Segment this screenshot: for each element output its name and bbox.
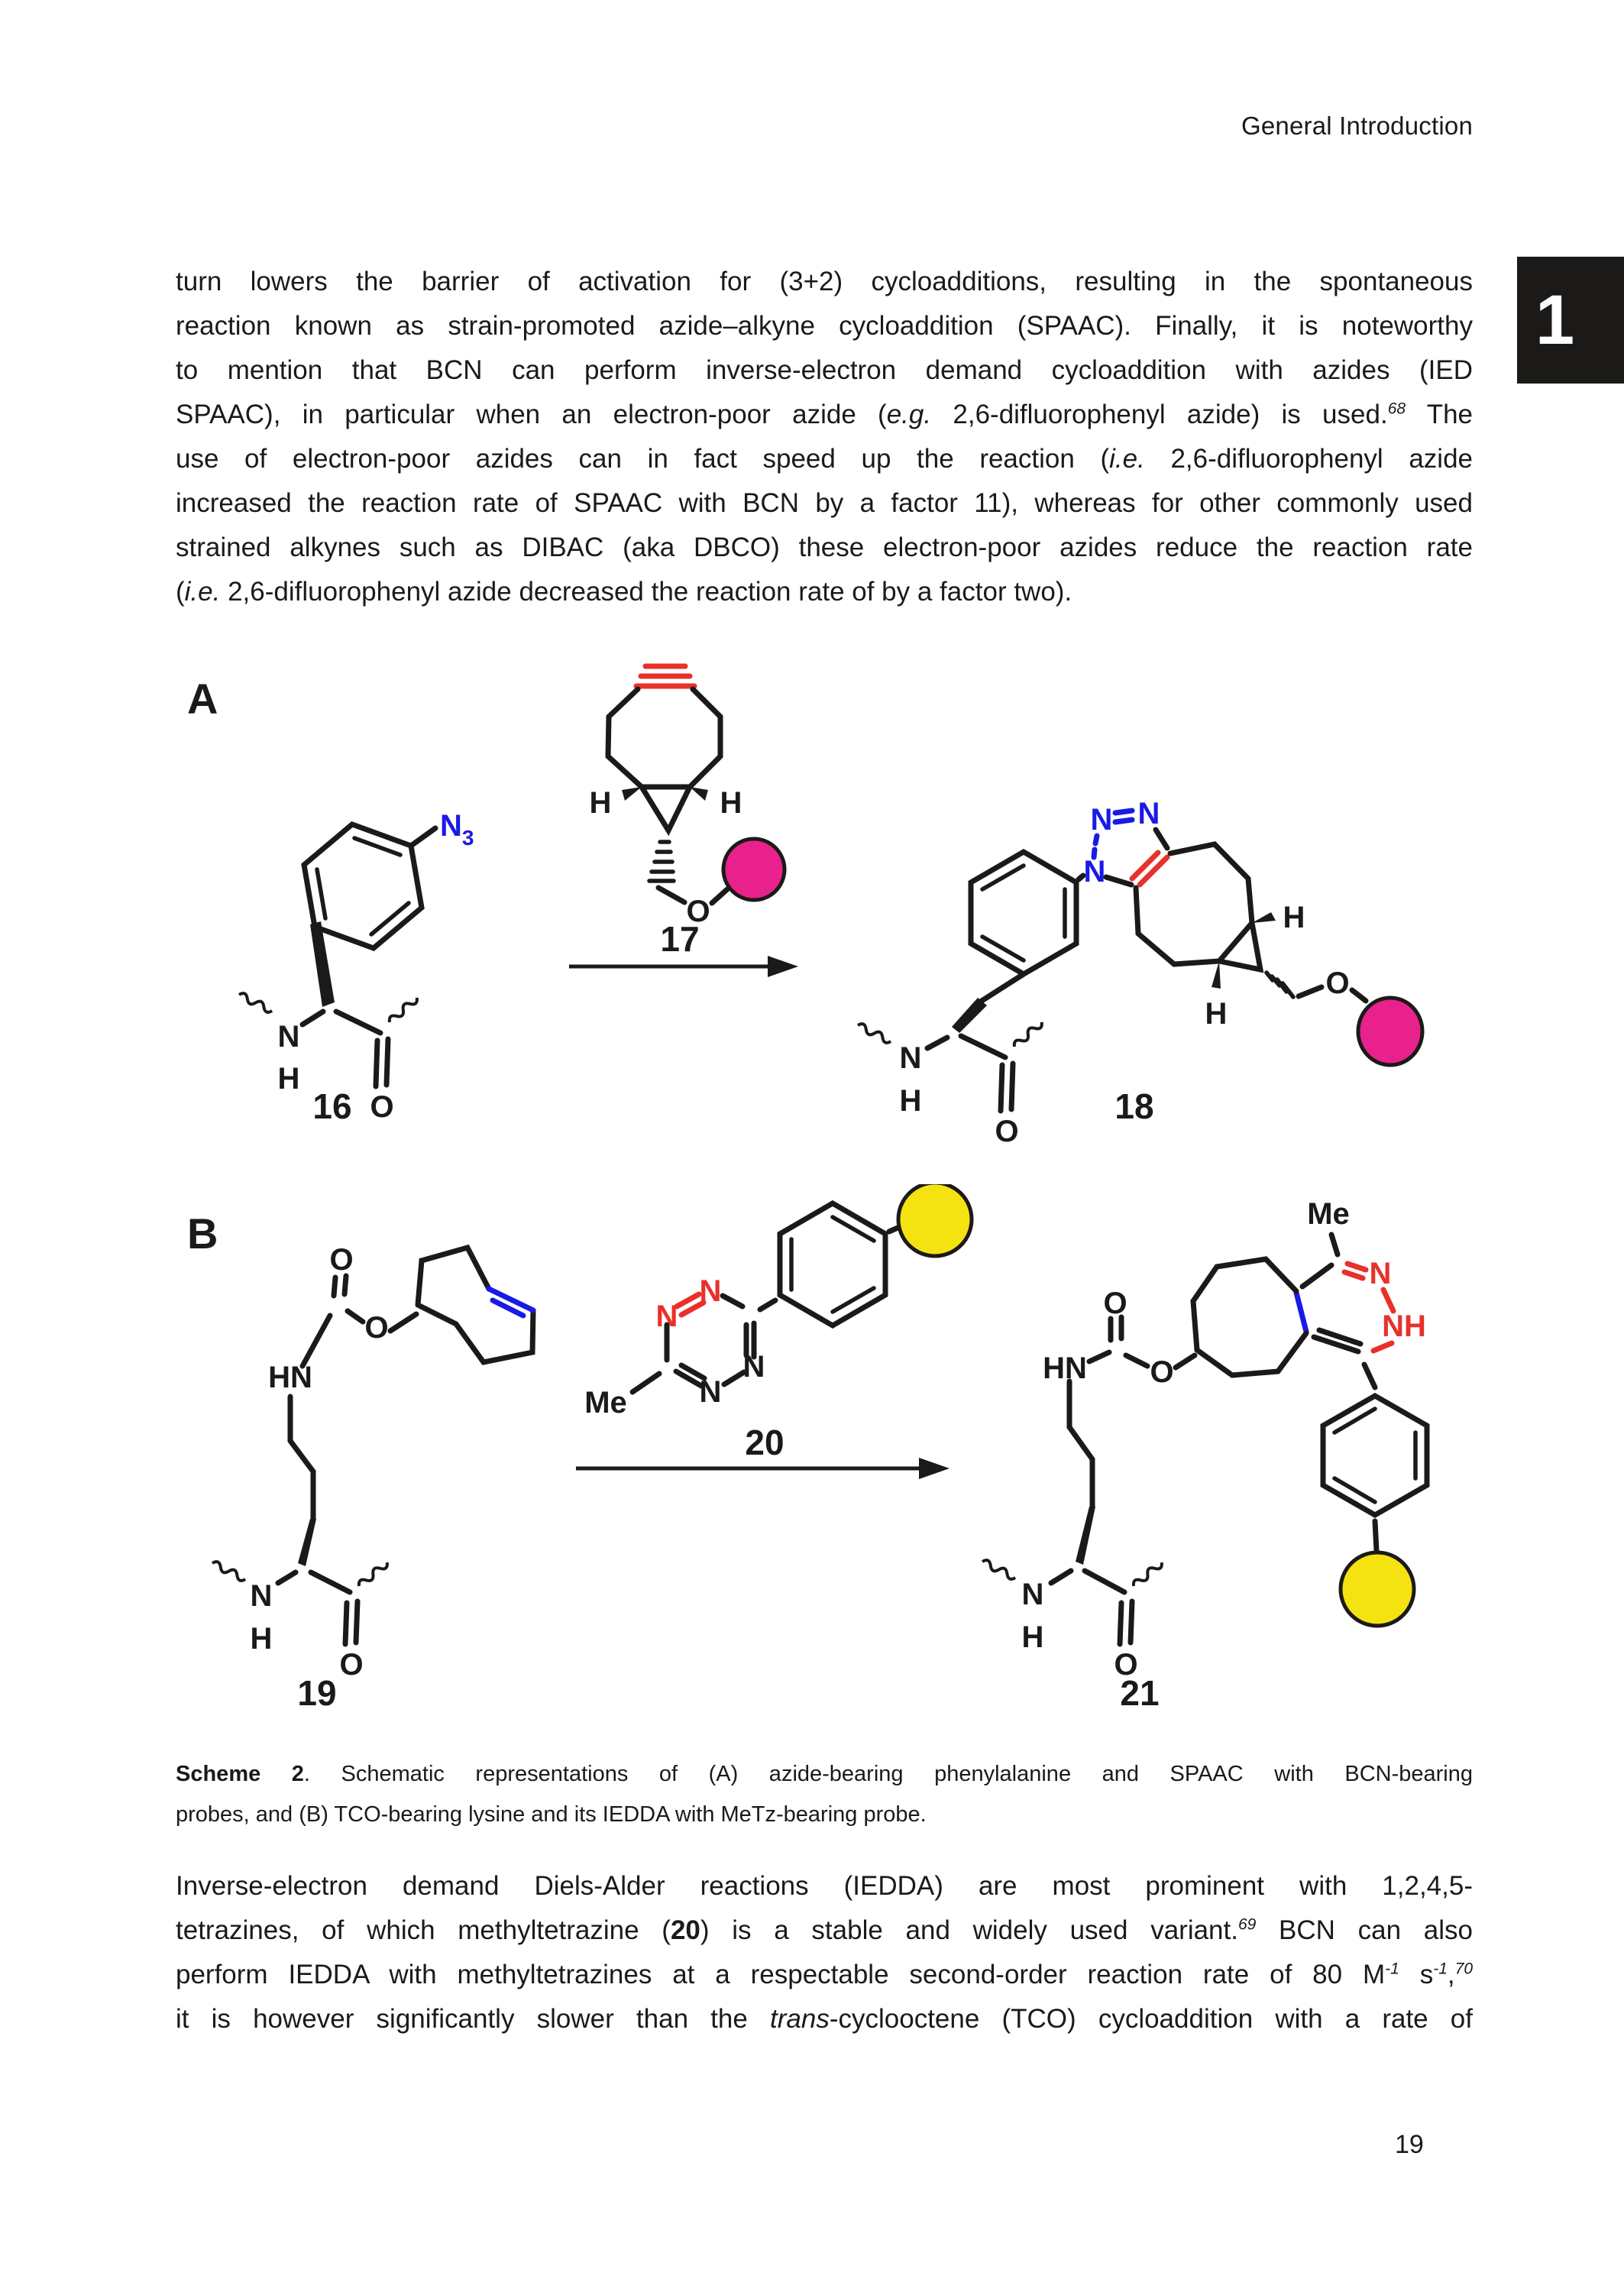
ester-o-label: O (364, 1311, 389, 1345)
text-line (176, 526, 1473, 570)
c-c-red-double-bond (1132, 853, 1167, 885)
peptide-squiggle (211, 1560, 247, 1582)
text-segment: 2,6-difluorophenyl azide decreased the reaction rate of by a factor two). (220, 577, 1072, 607)
cyclooctane-ring (1193, 1259, 1306, 1375)
compound-number-16: 16 (312, 1086, 352, 1126)
molecule-16-azide-phenylalanine (238, 809, 474, 1126)
backbone-bonds (278, 1572, 350, 1592)
molecule-18-spaac-product (856, 797, 1422, 1146)
text-line (176, 1754, 1473, 1795)
tetrazine-n-red: N (655, 1300, 678, 1333)
text-line (176, 304, 1473, 348)
text-segment: 68 (1387, 400, 1406, 418)
peptide-squiggle (981, 1559, 1017, 1581)
lysine-chain (1069, 1381, 1092, 1507)
c-c-double-bond (1314, 1330, 1360, 1352)
ether-o-label: O (686, 895, 710, 928)
text-segment: ( (176, 577, 185, 607)
scheme-caption (176, 1754, 1473, 1835)
ester-o-label: O (1150, 1355, 1174, 1389)
text-line (176, 1864, 1473, 1908)
panel-b-label: B (187, 1209, 218, 1258)
text-segment: ) is a stable and widely used variant. (700, 1915, 1238, 1945)
text-segment: -1 (1385, 1960, 1399, 1978)
text-segment: reaction known as strain-promoted azide–alkyne cycloaddition (SPAAC). Finally, it is noteworthy (176, 311, 1473, 341)
ch2-bond (979, 974, 1024, 1002)
text-segment: -cyclooctene (TCO) cycloaddition with a rate of (829, 2004, 1473, 2034)
hashed-bond (649, 842, 674, 881)
compound-number-20: 20 (745, 1423, 785, 1462)
scheme-panel-a (176, 649, 1558, 1146)
text-line (176, 1795, 1473, 1835)
ch2-bond (1299, 987, 1322, 996)
pyridazine-nh-red: NH (1382, 1309, 1426, 1343)
pyridazine-ring (1296, 1257, 1426, 1352)
amide-h-label: H (1021, 1620, 1044, 1654)
benzene-ring (971, 852, 1076, 974)
compound-number-21: 21 (1120, 1673, 1160, 1713)
c-n-red-double-bond (1344, 1264, 1366, 1278)
alkene-double-bond-blue (489, 1289, 533, 1316)
text-segment: turn lowers the barrier of activation for (3+2) cycloadditions, resulting in the spontaneous (176, 267, 1473, 296)
scheme-panel-b (176, 1184, 1558, 1750)
text-segment: s (1399, 1960, 1434, 1989)
molecule-17-bcn-probe (590, 666, 785, 959)
bond-to-ring (1176, 1355, 1195, 1368)
backbone-bonds (927, 1036, 1005, 1057)
page-header-title: General Introduction (1241, 112, 1473, 140)
text-segment: to mention that BCN can perform inverse-electron demand cycloaddition with azides (IED (176, 355, 1473, 385)
text-segment: strained alkynes such as DIBAC (aka DBCO) these electron-poor azides reduce the reaction rate (176, 533, 1473, 562)
text-segment: 70 (1454, 1960, 1473, 1978)
molecule-19-tco-lysine (211, 1243, 533, 1713)
carbonyl-o-label: O (1114, 1648, 1138, 1682)
ch2-bond (658, 888, 684, 902)
reaction-arrow-a (569, 956, 798, 977)
tetrazine-n: N (742, 1350, 765, 1384)
bond-to-phenyl (1364, 1365, 1375, 1387)
alkyne-triple-bond (636, 666, 694, 686)
text-segment: Inverse-electron demand Diels-Alder reactions (IEDDA) are most prominent with 1,2,4,5- (176, 1871, 1473, 1901)
bond-to-azide (411, 828, 435, 846)
carbonyl-double-bond (1001, 1063, 1013, 1111)
text-segment: i.e. (1109, 444, 1145, 474)
text-segment: probes, and (B) TCO-bearing lysine and its IEDDA with MeTz-bearing probe. (176, 1802, 927, 1827)
text-segment: , (1447, 1960, 1455, 1989)
fusion-bond-blue (1296, 1293, 1306, 1332)
h-label: H (720, 786, 742, 820)
text-segment: 20 (670, 1915, 700, 1945)
azide-label: $N_3$ (440, 809, 474, 850)
wedge-bond (690, 787, 708, 801)
bond-to-probe (1375, 1521, 1377, 1551)
wedge-bond (952, 998, 987, 1033)
methyl-bond (632, 1374, 659, 1392)
text-line (176, 570, 1473, 614)
peptide-squiggle (1012, 1020, 1044, 1050)
text-segment: it is however significantly slower than the (176, 2004, 771, 2034)
text-segment: 2,6-difluorophenyl azide) is used. (931, 400, 1388, 429)
panel-a-label: A (187, 675, 218, 723)
paragraph-intro (176, 260, 1473, 614)
text-segment: 69 (1237, 1915, 1257, 1934)
n-c-red-bond (1373, 1343, 1392, 1351)
carbonyl-o-label: O (339, 1648, 364, 1682)
carbamate-double-bond (334, 1276, 346, 1296)
amide-n-label: N (899, 1041, 922, 1075)
paragraph-iedda (176, 1864, 1473, 2041)
text-line (176, 393, 1473, 437)
text-segment: -1 (1433, 1960, 1448, 1978)
carbamate-bonds (1089, 1352, 1147, 1366)
carbamate-hn-label: HN (268, 1361, 312, 1394)
amide-h-label: H (250, 1622, 273, 1656)
text-segment: trans (770, 2004, 830, 2034)
text-segment: . Schematic representations of (A) azide-bearing phenylalanine and SPAAC with BCN-bearing (303, 1762, 1473, 1786)
benzene-ring (780, 1203, 885, 1326)
bond-to-triazole (1079, 876, 1083, 879)
text-line (176, 1953, 1473, 1997)
text-segment: 2,6-difluorophenyl azide (1144, 444, 1473, 474)
compound-number-17: 17 (660, 919, 700, 959)
amide-n-label: N (250, 1579, 273, 1613)
probe-yellow (1341, 1552, 1414, 1626)
molecule-20-methyltetrazine-probe (584, 1184, 972, 1462)
carbamate-hn-label: HN (1043, 1352, 1087, 1385)
h-label: H (589, 786, 612, 820)
cyclooctyne-ring (608, 689, 720, 787)
carbonyl-double-bond (345, 1601, 357, 1644)
carbonyl-o-label: O (370, 1090, 394, 1124)
text-line (176, 348, 1473, 393)
text-segment: BCN can also (1256, 1915, 1473, 1945)
ether-o-label: O (1325, 966, 1350, 1000)
lysine-chain (290, 1397, 313, 1519)
text-segment: perform IEDDA with methyltetrazines at a respectable second-order reaction rate of 80 M (176, 1960, 1386, 1989)
n-n-double-bond (1115, 811, 1132, 822)
peptide-squiggle (238, 992, 273, 1014)
triazole-n: N (1083, 855, 1106, 889)
trans-cyclooctene-ring (418, 1248, 533, 1362)
methyl-bond (1331, 1235, 1338, 1254)
carbamate-o-label: O (1103, 1287, 1127, 1320)
text-line (176, 481, 1473, 526)
backbone-bonds (302, 1012, 380, 1033)
text-line (176, 1908, 1473, 1953)
text-segment: SPAAC), in particular when an electron-poor azide ( (176, 400, 887, 429)
wedge-bond (1076, 1507, 1095, 1565)
cyclopropane (642, 787, 690, 830)
amide-h-label: H (899, 1084, 922, 1118)
text-line (176, 437, 1473, 481)
page-number: 19 (1395, 2130, 1424, 2159)
methyl-label: Me (1307, 1197, 1350, 1231)
text-segment: The (1406, 400, 1474, 429)
cyclopropane (1219, 923, 1260, 970)
tetrazine-n-red: N (699, 1274, 722, 1308)
carbamate-double-bond (1111, 1317, 1121, 1340)
compound-number-19: 19 (297, 1673, 337, 1713)
text-line (176, 1997, 1473, 2041)
amide-h-label: H (277, 1062, 300, 1096)
wedge-bond (298, 1519, 316, 1566)
peptide-squiggle (387, 995, 419, 1025)
carbonyl-o-label: O (995, 1115, 1019, 1146)
n-n-red-bond (1383, 1290, 1393, 1311)
probe-magenta (723, 839, 785, 900)
methyl-label: Me (584, 1386, 627, 1420)
carbonyl-double-bond (1120, 1601, 1132, 1644)
text-segment: e.g. (886, 400, 932, 429)
chapter-tab (1517, 257, 1624, 384)
chapter-number: 1 (1535, 280, 1575, 359)
wedge-bond (1212, 961, 1221, 989)
amide-n-label: N (1021, 1578, 1044, 1611)
n-n-bond (1094, 836, 1097, 857)
tetrazine-ring (656, 1274, 765, 1409)
bond-to-ring (390, 1314, 416, 1331)
bond-to-phenyl (760, 1300, 775, 1309)
backbone-bonds (1051, 1571, 1124, 1592)
bond-to-probe (712, 889, 727, 903)
benzene-ring (1323, 1396, 1427, 1515)
text-segment: use of electron-poor azides can in fact speed up the reaction ( (176, 444, 1110, 474)
peptide-squiggle (856, 1022, 892, 1044)
cyclooctane-ring (1136, 844, 1252, 964)
probe-yellow (898, 1184, 972, 1256)
triazole-n: N (1137, 797, 1160, 830)
h-label: H (1283, 901, 1305, 934)
carbonyl-double-bond (376, 1039, 388, 1086)
tetrazine-n: N (699, 1375, 722, 1409)
wedge-bond (1252, 912, 1276, 923)
wedge-bond (622, 787, 642, 801)
peptide-squiggle (1131, 1560, 1164, 1589)
carbamate-o-label: O (329, 1243, 354, 1277)
probe-magenta (1358, 998, 1422, 1065)
pyridazine-n-red: N (1369, 1257, 1392, 1290)
triazole-ring (1084, 797, 1167, 889)
triazole-n: N (1090, 803, 1113, 837)
text-segment: tetrazines, of which methyltetrazine ( (176, 1915, 671, 1945)
text-segment: i.e. (184, 577, 221, 607)
peptide-squiggle (357, 1560, 390, 1589)
h-label: H (1205, 997, 1228, 1031)
molecule-21-iedda-product (981, 1197, 1427, 1713)
text-line (176, 260, 1473, 304)
ring-bond (1302, 1265, 1331, 1287)
hashed-bond (1267, 973, 1293, 997)
text-segment: Scheme 2 (176, 1762, 304, 1786)
bond-to-probe (1352, 990, 1366, 1001)
text-segment: increased the reaction rate of SPAAC with BCN by a factor 11), whereas for other commonly used (176, 488, 1473, 518)
amide-n-label: N (277, 1020, 300, 1054)
carbamate-bonds (302, 1311, 363, 1366)
compound-number-18: 18 (1114, 1086, 1154, 1126)
